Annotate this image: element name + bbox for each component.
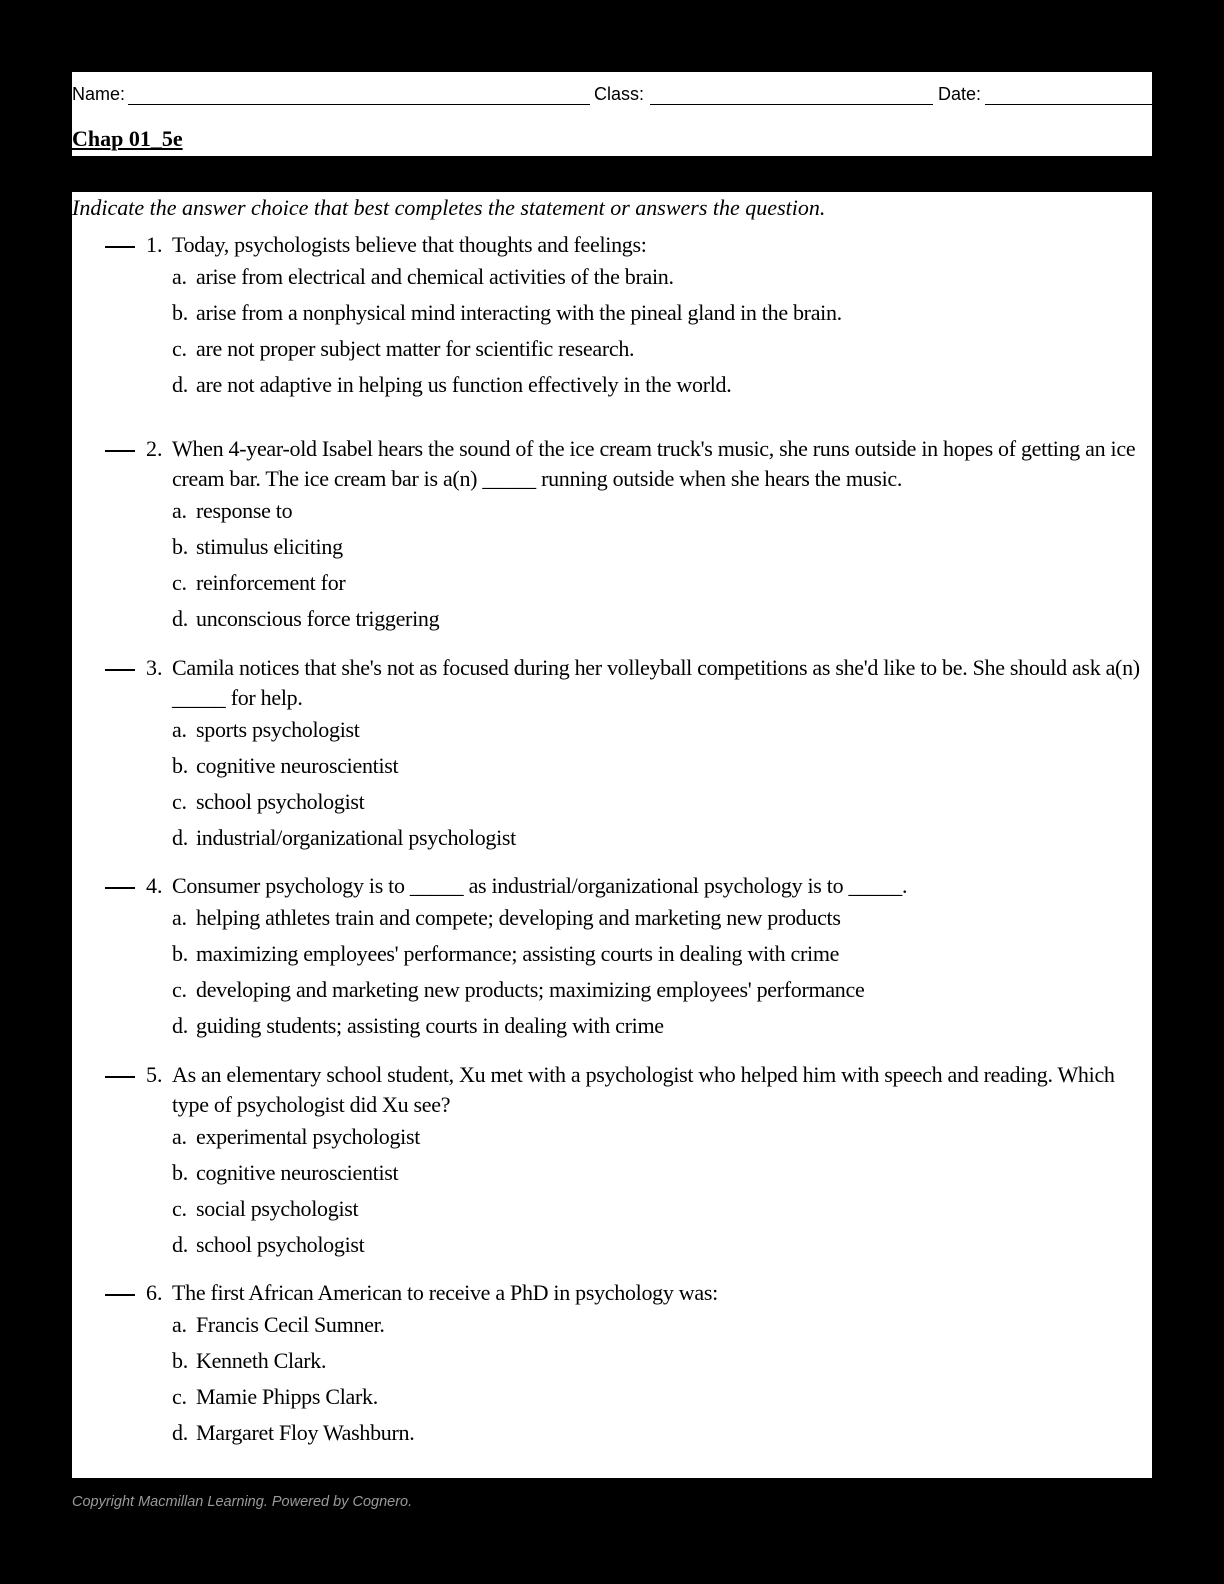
choice-text: cognitive neuroscientist	[196, 1160, 399, 1185]
choice-c	[172, 788, 364, 816]
name-field[interactable]	[128, 104, 590, 105]
choice-text: developing and marketing new products; maximizing employees' performance	[196, 977, 865, 1002]
choice-text: experimental psychologist	[196, 1124, 421, 1149]
choice-text: are not proper subject matter for scientific research.	[196, 336, 635, 361]
choice-letter: a.	[172, 1312, 187, 1337]
question-text: Consumer psychology is to _____ as industrial/organizational psychology is to _____.	[172, 873, 908, 898]
choice-b	[172, 1159, 398, 1187]
choice-letter: b.	[172, 941, 188, 966]
choice-letter: d.	[172, 372, 188, 397]
choice-letter: d.	[172, 606, 188, 631]
worksheet-header	[72, 72, 1152, 156]
choice-c	[172, 1195, 358, 1223]
choice-a	[172, 716, 360, 744]
choice-letter: a.	[172, 264, 187, 289]
choice-letter: a.	[172, 717, 187, 742]
choice-text: helping athletes train and compete; developing and marketing new products	[196, 905, 841, 930]
choice-letter: d.	[172, 825, 188, 850]
date-field[interactable]	[985, 104, 1152, 105]
answer-blank[interactable]	[105, 887, 135, 889]
choice-text: school psychologist	[196, 789, 365, 814]
choice-text: arise from a nonphysical mind interacting with the pineal gland in the brain.	[196, 300, 842, 325]
choice-d	[172, 824, 516, 852]
question-number: 4.	[146, 873, 163, 898]
question-number: 2.	[146, 436, 163, 461]
question-panel	[72, 192, 1152, 1478]
choice-text: industrial/organizational psychologist	[196, 825, 516, 850]
question-text: Today, psychologists believe that thoughts and feelings:	[172, 232, 647, 257]
choice-letter: a.	[172, 905, 187, 930]
choice-letter: a.	[172, 1124, 187, 1149]
choice-b	[172, 752, 398, 780]
choice-b	[172, 940, 839, 968]
choice-letter: c.	[172, 1384, 187, 1409]
choice-letter: d.	[172, 1420, 188, 1445]
choice-letter: d.	[172, 1013, 188, 1038]
choice-c	[172, 1383, 378, 1411]
choice-text: guiding students; assisting courts in dealing with crime	[196, 1013, 664, 1038]
answer-blank[interactable]	[105, 450, 135, 452]
answer-blank[interactable]	[105, 246, 135, 248]
answer-blank[interactable]	[105, 669, 135, 671]
student-info-line	[72, 84, 1152, 108]
choice-letter: b.	[172, 1348, 188, 1373]
choice-text: sports psychologist	[196, 717, 360, 742]
choice-text: unconscious force triggering	[196, 606, 440, 631]
choice-c	[172, 569, 345, 597]
choice-text: Mamie Phipps Clark.	[196, 1384, 378, 1409]
choice-text: arise from electrical and chemical activities of the brain.	[196, 264, 674, 289]
choice-letter: b.	[172, 300, 188, 325]
choice-letter: c.	[172, 789, 187, 814]
choice-letter: b.	[172, 753, 188, 778]
choice-text: reinforcement for	[196, 570, 346, 595]
choice-letter: b.	[172, 1160, 188, 1185]
choice-b	[172, 299, 842, 327]
choice-letter: a.	[172, 498, 187, 523]
choice-letter: c.	[172, 336, 187, 361]
choice-a	[172, 497, 292, 525]
choice-letter: c.	[172, 570, 187, 595]
question-number: 6.	[146, 1280, 163, 1305]
question-text: Camila notices that she's not as focused during her volleyball competitions as she'd like to be. She should ask a(n) _____ for help.	[172, 655, 1140, 710]
choice-text: stimulus eliciting	[196, 534, 343, 559]
choice-a	[172, 263, 674, 291]
choice-b	[172, 1347, 326, 1375]
choice-letter: c.	[172, 1196, 187, 1221]
choice-text: Kenneth Clark.	[196, 1348, 327, 1373]
choice-c	[172, 976, 864, 1004]
choice-text: response to	[196, 498, 293, 523]
answer-blank[interactable]	[105, 1076, 135, 1078]
choice-b	[172, 533, 343, 561]
choice-d	[172, 605, 439, 633]
choice-d	[172, 1419, 414, 1447]
choice-d	[172, 1231, 364, 1259]
choice-letter: d.	[172, 1232, 188, 1257]
choice-a	[172, 1311, 385, 1339]
choice-text: cognitive neuroscientist	[196, 753, 399, 778]
choice-text: school psychologist	[196, 1232, 365, 1257]
question-text: When 4-year-old Isabel hears the sound of the ice cream truck's music, she runs outside in hopes of getting an ice cream bar. The ice cream bar is a(n) _____ running outside when she hears the music.	[172, 436, 1136, 491]
choice-letter: b.	[172, 534, 188, 559]
question-text: The first African American to receive a PhD in psychology was:	[172, 1280, 718, 1305]
choice-a	[172, 904, 841, 932]
name-label: Name:	[72, 84, 126, 104]
answer-blank[interactable]	[105, 1294, 135, 1296]
choice-c	[172, 335, 634, 363]
choice-letter: c.	[172, 977, 187, 1002]
copyright-footer: Copyright Macmillan Learning. Powered by Cognero.	[72, 1494, 413, 1510]
choice-text: are not adaptive in helping us function effectively in the world.	[196, 372, 732, 397]
choice-text: Margaret Floy Washburn.	[196, 1420, 415, 1445]
question-number: 3.	[146, 655, 163, 680]
choice-text: Francis Cecil Sumner.	[196, 1312, 385, 1337]
choice-text: maximizing employees' performance; assisting courts in dealing with crime	[196, 941, 840, 966]
choice-text: social psychologist	[196, 1196, 359, 1221]
choice-a	[172, 1123, 420, 1151]
choice-d	[172, 371, 731, 399]
chapter-title: Chap 01_5e	[72, 126, 183, 151]
instructions: Indicate the answer choice that best completes the statement or answers the question.	[72, 195, 826, 220]
class-field[interactable]	[650, 104, 933, 105]
class-label: Class:	[594, 84, 645, 104]
date-label: Date:	[938, 84, 982, 104]
question-text: As an elementary school student, Xu met with a psychologist who helped him with speech and reading. Which type of psychologist did Xu see?	[172, 1062, 1115, 1117]
question-number: 5.	[146, 1062, 163, 1087]
choice-d	[172, 1012, 664, 1040]
question-number: 1.	[146, 232, 163, 257]
